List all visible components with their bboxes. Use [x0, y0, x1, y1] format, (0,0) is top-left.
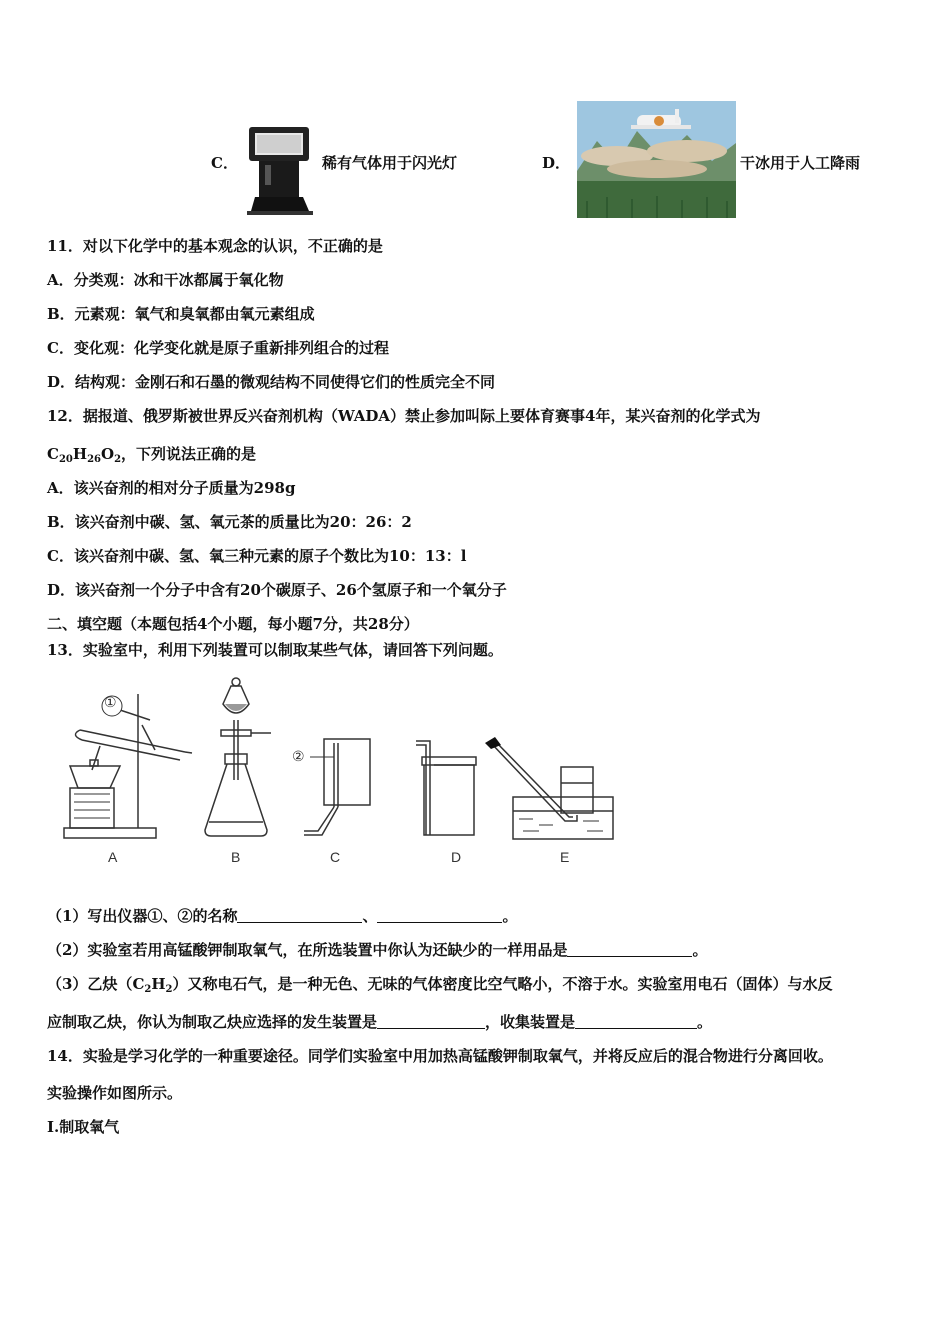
q12-stem: 12．据报道、俄罗斯被世界反兴奋剂机构（WADA）禁止参加叫际上要体育赛事4年，某兴奋剂的化学式为: [47, 407, 761, 425]
section-heading: 二、填空题（本题包括4个小题，每小题7分，共28分）: [47, 615, 419, 633]
formula-o-sub: 2: [114, 454, 122, 465]
answer-blank-4[interactable]: [377, 1014, 485, 1029]
answer-blank-1[interactable]: [237, 908, 362, 923]
apparatus-e: [483, 735, 615, 842]
formula-h: H: [72, 445, 88, 463]
q12-option-a: A．该兴奋剂的相对分子质量为298g: [47, 479, 296, 497]
q12-stem-end: ，下列说法正确的是: [121, 445, 257, 463]
formula-h-sub: 26: [87, 454, 101, 465]
option-d-text: 干冰用于人工降雨: [740, 154, 861, 172]
q11-option-c: C．变化观：化学变化就是原子重新排列组合的过程: [47, 339, 389, 357]
formula-c: C: [47, 445, 59, 463]
q12-formula-line: [47, 444, 256, 470]
q14-stem-cont: 实验操作如图所示。: [47, 1084, 183, 1102]
cloud-seeding-plane-image: [577, 101, 736, 218]
q11-option-d: D．结构观：金刚石和石墨的微观结构不同使得它们的性质完全不同: [47, 373, 496, 391]
mark-2: ②: [292, 748, 305, 764]
formula-o: O: [100, 445, 115, 463]
mark-1: ①: [104, 694, 117, 710]
q12-option-b: B．该兴奋剂中碳、氢、氧元茶的质量比为20：26：2: [47, 513, 412, 531]
apparatus-a-label: A: [108, 849, 118, 865]
q11-option-b: B．元素观：氧气和臭氧都由氧元素组成: [47, 305, 315, 323]
q14-stem: 14．实验是学习化学的一种重要途径。同学们实验室中用加热高锰酸钾制取氧气，并将反应后的混合物进行分离回收。: [47, 1047, 833, 1065]
apparatus-c-label: C: [330, 849, 341, 865]
q11-stem: 11．对以下化学中的基本观念的认识，不正确的是: [47, 237, 383, 255]
q13-part3-cont: 应制取乙炔，你认为制取乙炔应选择的发生装置是 ，收集装置是 。: [47, 1013, 713, 1031]
q11-option-a: A．分类观：冰和干冰都属于氧化物: [47, 271, 284, 289]
q14-part1-heading: Ⅰ.制取氧气: [47, 1118, 120, 1136]
apparatus-d-label: D: [451, 849, 462, 865]
answer-blank-5[interactable]: [575, 1014, 697, 1029]
q12-option-c: C．该兴奋剂中碳、氢、氧三种元素的原子个数比为10：13：l: [47, 547, 467, 565]
option-d-label: D．: [542, 154, 571, 172]
formula-c-sub: 20: [58, 454, 73, 465]
apparatus-e-label: E: [560, 849, 570, 865]
apparatus-b-label: B: [231, 849, 241, 865]
apparatus-b: [203, 670, 278, 842]
q13-part2: （2）实验室若用高锰酸钾制取氧气，在所选装置中你认为还缺少的一样用品是 。: [47, 941, 708, 959]
q12-option-d: D．该兴奋剂一个分子中含有20个碳原子、26个氢原子和一个氧分子: [47, 581, 507, 599]
option-c-text: 稀有气体用于闪光灯: [322, 154, 458, 172]
q13-stem: 13．实验室中，利用下列装置可以制取某些气体，请回答下列问题。: [47, 641, 503, 659]
flash-unit-image: [245, 125, 315, 217]
q13-part3: （3）乙炔$(C_2H_2)$又称电石气，是一种无色、无味的气体密度比空气略小，不溶于水。实验室用电石（固体）与水反: [47, 975, 833, 995]
answer-blank-2[interactable]: [377, 908, 502, 923]
answer-blank-3[interactable]: [567, 942, 692, 957]
apparatus-d: [410, 735, 480, 842]
option-c-label: C．: [211, 154, 238, 172]
apparatus-a: [60, 690, 195, 842]
q13-part1: （1）写出仪器①、②的名称 、 。: [47, 907, 518, 925]
